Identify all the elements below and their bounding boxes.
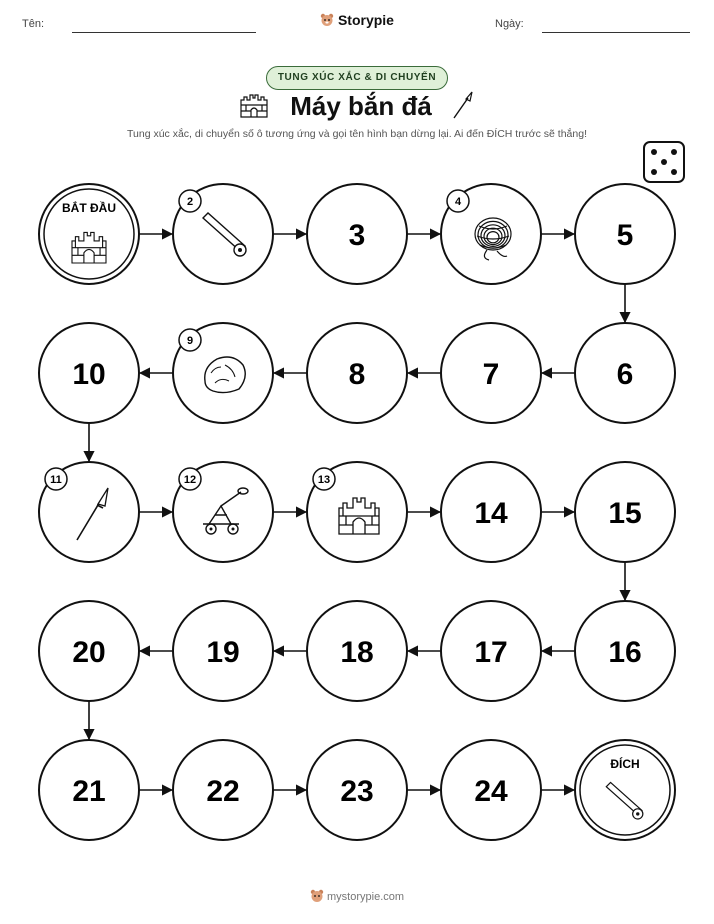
board-cell-11[interactable] [39, 462, 139, 562]
start-cell[interactable] [39, 184, 139, 284]
title-text: Máy bắn đá [290, 91, 432, 121]
cell-label: BẮT ĐẦU [62, 201, 116, 215]
cell-number: 16 [608, 636, 642, 669]
cell-number: 15 [608, 497, 642, 530]
board-cell-21[interactable] [39, 740, 139, 840]
activity-pill: TUNG XÚC XẮC & DI CHUYỂN [266, 66, 448, 90]
cell-number: 22 [206, 775, 240, 808]
board-cell-8[interactable] [307, 323, 407, 423]
board-cell-16[interactable] [575, 601, 675, 701]
cell-number: 24 [474, 775, 508, 808]
cell-number: 21 [72, 775, 106, 808]
board-cell-20[interactable] [39, 601, 139, 701]
cell-number: 3 [348, 219, 366, 252]
cell-number: 6 [616, 358, 634, 391]
cell-number: 23 [340, 775, 374, 808]
name-label: Tên: [22, 18, 45, 30]
cell-number: 14 [474, 497, 508, 530]
board-cell-17[interactable] [441, 601, 541, 701]
board-cell-23[interactable] [307, 740, 407, 840]
board-cell-7[interactable] [441, 323, 541, 423]
board-cell-22[interactable] [173, 740, 273, 840]
cell-number: 18 [340, 636, 374, 669]
date-label: Ngày: [495, 18, 524, 30]
dice-icon[interactable] [644, 142, 684, 182]
cell-number: 10 [72, 358, 106, 391]
cell-number: 8 [348, 358, 366, 391]
board-cell-19[interactable] [173, 601, 273, 701]
cell-number: 20 [72, 636, 106, 669]
cell-number: 17 [474, 636, 508, 669]
board-cell-4[interactable] [441, 184, 541, 284]
bear-icon [310, 889, 324, 903]
footer-url: mystorypie.com [327, 891, 405, 903]
board-cell-6[interactable] [575, 323, 675, 423]
board-cell-2[interactable] [173, 184, 273, 284]
instructions: Tung xúc xắc, di chuyển số ô tương ứng và gọi tên hình bạn dừng lại. Ai đến ĐÍCH trước sẽ thắng! [126, 128, 587, 140]
cell-number: 19 [206, 636, 240, 669]
board-cell-14[interactable] [441, 462, 541, 562]
cell-badge-number: 4 [454, 196, 462, 208]
cell-badge-number: 11 [50, 474, 62, 486]
board-cell-13[interactable] [307, 462, 407, 562]
board-cell-15[interactable] [575, 462, 675, 562]
board-cell-12[interactable] [173, 462, 273, 562]
cell-number: 5 [616, 219, 634, 252]
cell-badge-number: 2 [186, 196, 194, 208]
cell-badge-number: 13 [317, 474, 331, 486]
board-cell-9[interactable] [173, 323, 273, 423]
brand-name: Storypie [337, 12, 394, 28]
board-cell-5[interactable] [575, 184, 675, 284]
cell-badge-number: 9 [186, 335, 194, 347]
cell-label: ĐÍCH [610, 757, 640, 771]
board-cell-3[interactable] [307, 184, 407, 284]
cell-number: 7 [482, 358, 500, 391]
footer [0, 889, 714, 903]
board-cell-18[interactable] [307, 601, 407, 701]
board-cell-10[interactable] [39, 323, 139, 423]
cell-badge-number: 12 [183, 474, 197, 486]
board-cell-24[interactable] [441, 740, 541, 840]
finish-cell[interactable] [575, 740, 675, 840]
